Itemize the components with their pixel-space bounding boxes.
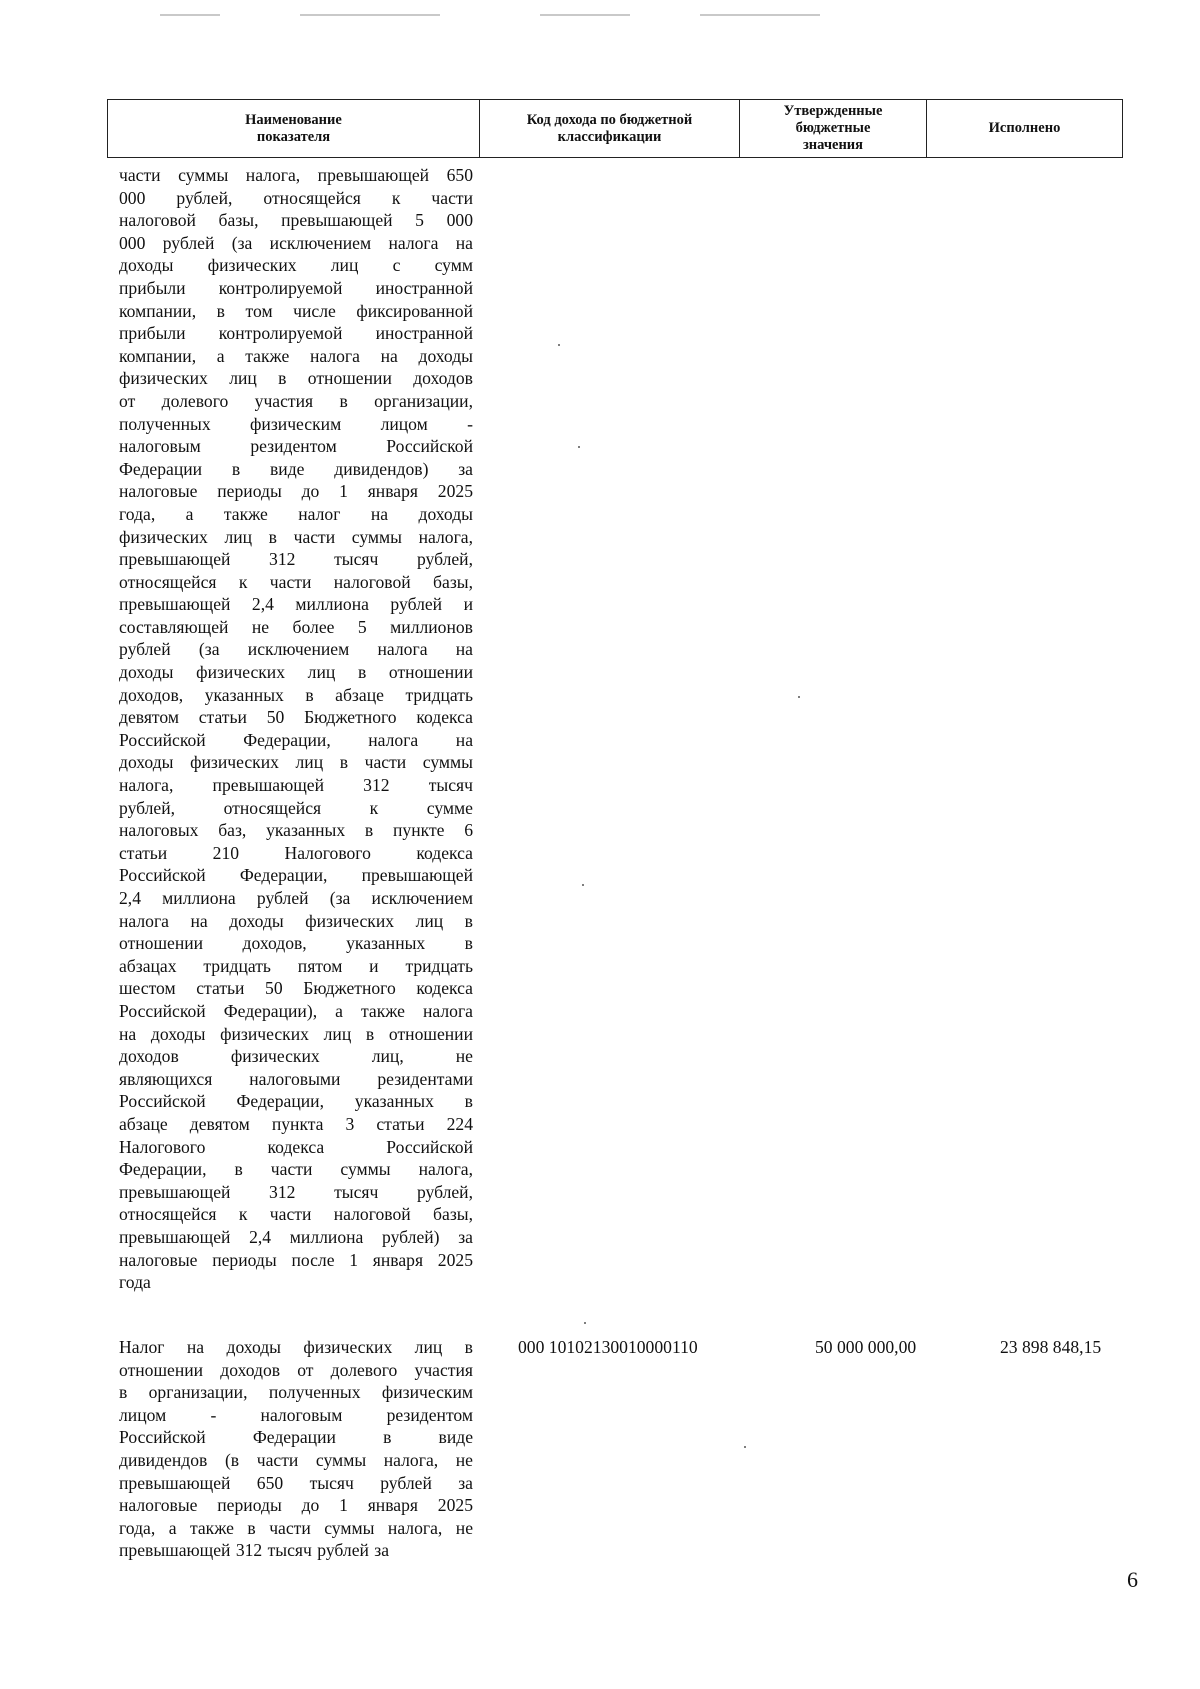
scan-speck <box>798 696 800 698</box>
row-executed-value: 23 898 848,15 <box>1000 1337 1102 1357</box>
text-line: налоговым резидентом Российской <box>119 436 473 457</box>
text-line: превышающей 650 тысяч рублей за <box>119 1472 473 1493</box>
row-indicator-name <box>119 1336 473 1562</box>
text-line: налоговые периоды до 1 января 2025 <box>119 481 473 502</box>
text-line: относящейся к части налоговой базы, <box>119 1204 473 1225</box>
text-line: шестом статьи 50 Бюджетного кодекса <box>119 978 473 999</box>
text-line: лицом - налоговым резидентом <box>119 1404 473 1425</box>
text-line: компании, в том числе фиксированной <box>119 300 473 321</box>
text-line: налоговой базы, превышающей 5 000 <box>119 210 473 231</box>
continued-indicator-text <box>119 164 473 1294</box>
text-line: Федерации, в части суммы налога, <box>119 1159 473 1180</box>
text-line: Налогового кодекса Российской <box>119 1136 473 1157</box>
text-line: Федерации в виде дивидендов) за <box>119 458 473 479</box>
scan-speck <box>582 884 584 886</box>
header-executed: Исполнено <box>927 100 1123 158</box>
text-line: Российской Федерации, превышающей <box>119 865 473 886</box>
text-line: от долевого участия в организации, <box>119 390 473 411</box>
header-indicator-name: Наименование показателя <box>108 100 480 158</box>
text-line: абзацах тридцать пятом и тридцать <box>119 955 473 976</box>
scan-speck <box>584 1322 586 1324</box>
text-line: прибыли контролируемой иностранной <box>119 277 473 298</box>
scan-speck <box>578 446 580 448</box>
text-line: рублей (за исключением налога на <box>119 639 473 660</box>
text-line: отношении доходов от долевого участия <box>119 1359 473 1380</box>
text-line: доходов физических лиц, не <box>119 1046 473 1067</box>
text-line: года, а также налог на доходы <box>119 503 473 524</box>
scan-artifacts <box>140 14 840 32</box>
page-number: 6 <box>1127 1567 1138 1592</box>
text-line: Российской Федерации, указанных в <box>119 1091 473 1112</box>
header-budget-code: Код дохода по бюджетной классификации <box>480 100 740 158</box>
text-line: отношении доходов, указанных в <box>119 933 473 954</box>
text-line: полученных физическим лицом - <box>119 413 473 434</box>
text-line: 000 рублей (за исключением налога на <box>119 232 473 253</box>
text-line: налоговых баз, указанных в пункте 6 <box>119 820 473 841</box>
text-line: физических лиц в части суммы налога, <box>119 526 473 547</box>
text-line: рублей, относящейся к сумме <box>119 797 473 818</box>
text-line: превышающей 312 тысяч рублей, <box>119 549 473 570</box>
text-line: Российской Федерации), а также налога <box>119 1000 473 1021</box>
text-line: составляющей не более 5 миллионов <box>119 616 473 637</box>
text-line: Российской Федерации в виде <box>119 1427 473 1448</box>
scan-speck <box>744 1446 746 1448</box>
text-line: налога, превышающей 312 тысяч <box>119 775 473 796</box>
text-line: статьи 210 Налогового кодекса <box>119 842 473 863</box>
text-line: года, а также в части суммы налога, не <box>119 1517 473 1538</box>
text-line: года <box>119 1272 151 1293</box>
text-line: превышающей 312 тысяч рублей, <box>119 1181 473 1202</box>
text-line: налоговые периоды до 1 января 2025 <box>119 1495 473 1516</box>
text-line: налоговые периоды после 1 января 2025 <box>119 1249 473 1270</box>
row-approved-value: 50 000 000,00 <box>815 1337 917 1357</box>
text-line: превышающей 2,4 миллиона рублей и <box>119 594 473 615</box>
text-line: налога на доходы физических лиц в <box>119 910 473 931</box>
text-line: доходов, указанных в абзаце тридцать <box>119 684 473 705</box>
text-line: физических лиц в отношении доходов <box>119 368 473 389</box>
text-line: Налог на доходы физических лиц в <box>119 1337 473 1357</box>
text-line: относящейся к части налоговой базы, <box>119 571 473 592</box>
text-line: дивидендов (в части суммы налога, не <box>119 1449 473 1470</box>
text-line: абзаце девятом пункта 3 статьи 224 <box>119 1113 473 1134</box>
text-line: превышающей 2,4 миллиона рублей) за <box>119 1226 473 1247</box>
text-line: прибыли контролируемой иностранной <box>119 323 473 344</box>
text-line: доходы физических лиц в части суммы <box>119 752 473 773</box>
text-line: доходы физических лиц в отношении <box>119 662 473 683</box>
scan-speck <box>558 344 560 346</box>
text-line: в организации, полученных физическим <box>119 1382 473 1403</box>
header-approved-values: Утвержденные бюджетные значения <box>740 100 927 158</box>
report-table-header <box>107 99 1123 158</box>
text-line: Российской Федерации, налога на <box>119 729 473 750</box>
row-budget-code: 000 10102130010000110 <box>518 1337 698 1357</box>
text-line: на доходы физических лиц в отношении <box>119 1023 473 1044</box>
text-line: части суммы налога, превышающей 650 <box>119 165 473 185</box>
text-line: 000 рублей, относящейся к части <box>119 187 473 208</box>
text-line: компании, а также налога на доходы <box>119 345 473 366</box>
text-line: доходы физических лиц с сумм <box>119 255 473 276</box>
text-line: превышающей 312 тысяч рублей за <box>119 1540 390 1561</box>
text-line: девятом статьи 50 Бюджетного кодекса <box>119 707 473 728</box>
text-line: 2,4 миллиона рублей (за исключением <box>119 888 473 908</box>
text-line: являющихся налоговыми резидентами <box>119 1068 473 1089</box>
